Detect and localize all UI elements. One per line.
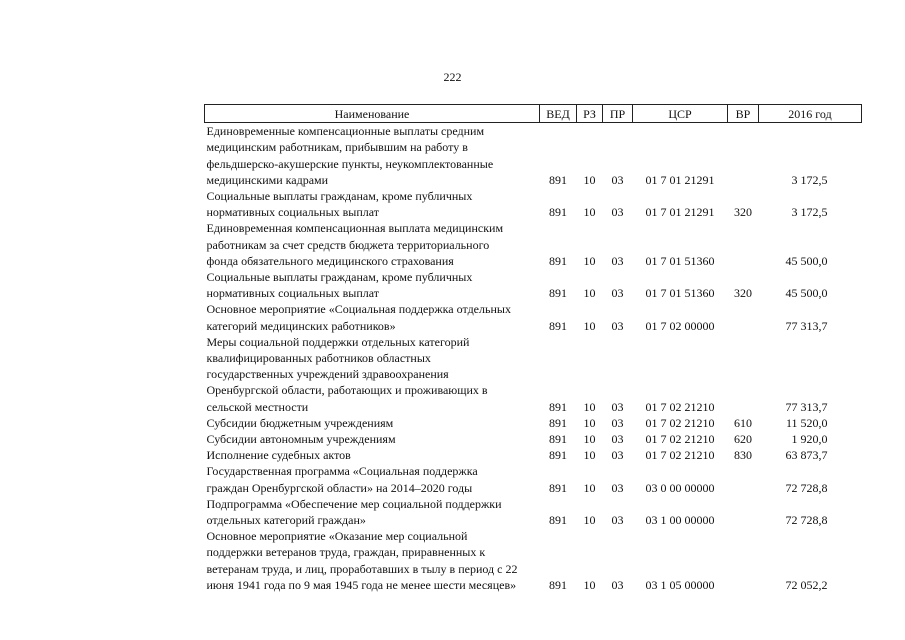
- row-vr: [728, 496, 759, 528]
- row-vr: [728, 123, 759, 188]
- row-name-line: медицинским работникам, прибывшим на работу в: [206, 140, 468, 155]
- row-csr: 01 7 02 21210: [645, 399, 715, 414]
- row-name-line: нормативных социальных выплат: [206, 205, 380, 220]
- row-sum: 11 520,0: [785, 415, 828, 430]
- row-pr: 03: [611, 253, 624, 268]
- row-pr: 03: [611, 318, 624, 333]
- row-name-line: нормативных социальных выплат: [206, 286, 380, 301]
- row-name-line: поддержки ветеранов труда, граждан, приравненных к: [206, 545, 486, 560]
- row-name: [205, 188, 540, 220]
- row-name-line: Социальные выплаты гражданам, кроме публичных: [206, 189, 473, 204]
- row-pr: 03: [611, 286, 624, 301]
- table-row: [205, 463, 862, 495]
- row-pr: 03: [611, 172, 624, 187]
- row-sum: 3 172,5: [791, 172, 828, 187]
- row-sum: 1 920,0: [791, 432, 828, 447]
- table-row: [205, 447, 862, 463]
- row-name-line: отдельных категорий граждан»: [206, 513, 366, 528]
- row-name-line: фонда обязательного медицинского страхования: [206, 253, 454, 268]
- row-name-line: Единовременные компенсационные выплаты средним: [206, 124, 485, 139]
- row-name-line: Социальные выплаты гражданам, кроме публичных: [206, 270, 473, 285]
- row-rz: 10: [583, 415, 596, 430]
- row-ved: 891: [549, 253, 567, 268]
- row-name: [205, 220, 540, 269]
- row-pr: 03: [611, 448, 624, 463]
- table-row: [205, 269, 862, 301]
- row-name-line: Субсидии автономным учреждениям: [206, 432, 396, 447]
- header-year: 2016 год: [759, 105, 862, 123]
- row-pr: 03: [611, 399, 624, 414]
- row-csr: 01 7 02 21210: [645, 432, 715, 447]
- row-csr: 01 7 01 51360: [645, 286, 715, 301]
- row-name-line: Подпрограмма «Обеспечение мер социальной поддержки: [206, 496, 502, 511]
- row-vr: [728, 220, 759, 269]
- row-vr: [728, 334, 759, 415]
- row-name-line: граждан Оренбургской области» на 2014–2020 годы: [206, 480, 473, 495]
- row-name: [205, 415, 540, 431]
- row-pr: 03: [611, 415, 624, 430]
- row-name-line: работникам за счет средств бюджета территориального: [206, 237, 490, 252]
- row-ved: 891: [549, 577, 567, 592]
- row-name: [205, 269, 540, 301]
- row-name-line: Субсидии бюджетным учреждениям: [206, 415, 394, 430]
- row-sum: 3 172,5: [791, 205, 828, 220]
- row-rz: 10: [583, 286, 596, 301]
- row-sum: 45 500,0: [785, 253, 828, 268]
- row-rz: 10: [583, 432, 596, 447]
- header-pr: ПР: [603, 105, 633, 123]
- row-rz: 10: [583, 205, 596, 220]
- row-name: [205, 431, 540, 447]
- row-pr: 03: [611, 480, 624, 495]
- table-row: [205, 220, 862, 269]
- row-name-line: категорий медицинских работников»: [206, 318, 396, 333]
- row-rz: 10: [583, 318, 596, 333]
- row-name-line: медицинскими кадрами: [206, 172, 329, 187]
- row-ved: 891: [549, 513, 567, 528]
- table-row: [205, 431, 862, 447]
- row-sum: 63 873,7: [785, 448, 828, 463]
- table-row: [205, 528, 862, 593]
- row-name-line: государственных учреждений здравоохранения: [206, 367, 449, 382]
- table-header-row: [205, 105, 862, 123]
- row-name: [205, 123, 540, 188]
- row-csr: 01 7 01 51360: [645, 253, 715, 268]
- row-name-line: сельской местности: [206, 399, 309, 414]
- row-ved: 891: [549, 480, 567, 495]
- row-name-line: фельдшерско-акушерские пункты, неукомплектованные: [206, 156, 494, 171]
- row-name-line: Меры социальной поддержки отдельных категорий: [206, 334, 470, 349]
- table-row: [205, 123, 862, 188]
- row-vr: 830: [734, 448, 752, 463]
- row-name-line: Исполнение судебных актов: [206, 448, 351, 463]
- row-rz: 10: [583, 448, 596, 463]
- row-rz: 10: [583, 399, 596, 414]
- row-vr: [728, 528, 759, 593]
- row-vr: 320: [734, 205, 752, 220]
- row-name-line: квалифицированных работников областных: [206, 351, 431, 366]
- row-ved: 891: [549, 172, 567, 187]
- table-row: [205, 301, 862, 333]
- header-name: Наименование: [205, 105, 540, 123]
- row-sum: 72 728,8: [785, 513, 828, 528]
- row-rz: 10: [583, 253, 596, 268]
- row-name-line: ветеранам труда, и лиц, проработавших в тылу в период с 22: [206, 561, 518, 576]
- row-rz: 10: [583, 172, 596, 187]
- table-row: [205, 496, 862, 528]
- header-ved: ВЕД: [540, 105, 577, 123]
- row-name-line: Единовременная компенсационная выплата медицинским: [206, 221, 504, 236]
- row-csr: 03 1 05 00000: [645, 577, 715, 592]
- row-csr: 01 7 02 21210: [645, 448, 715, 463]
- row-name: [205, 496, 540, 528]
- table-row: [205, 334, 862, 415]
- row-csr: 01 7 02 00000: [645, 318, 715, 333]
- row-pr: 03: [611, 577, 624, 592]
- row-sum: 77 313,7: [785, 318, 828, 333]
- row-name: [205, 334, 540, 415]
- row-pr: 03: [611, 205, 624, 220]
- row-pr: 03: [611, 513, 624, 528]
- header-csr: ЦСР: [633, 105, 728, 123]
- row-csr: 01 7 02 21210: [645, 415, 715, 430]
- row-name: [205, 528, 540, 593]
- row-rz: 10: [583, 513, 596, 528]
- row-vr: [728, 301, 759, 333]
- header-rz: РЗ: [577, 105, 603, 123]
- row-rz: 10: [583, 480, 596, 495]
- row-sum: 77 313,7: [785, 399, 828, 414]
- row-name-line: Основное мероприятие «Оказание мер социальной: [206, 529, 468, 544]
- budget-table: [204, 104, 862, 593]
- row-sum: 72 728,8: [785, 480, 828, 495]
- row-sum: 45 500,0: [785, 286, 828, 301]
- page-number: 222: [443, 70, 462, 84]
- row-name-line: Оренбургской области, работающих и проживающих в: [206, 383, 488, 398]
- row-sum: 72 052,2: [785, 577, 828, 592]
- row-ved: 891: [549, 286, 567, 301]
- row-ved: 891: [549, 318, 567, 333]
- row-ved: 891: [549, 415, 567, 430]
- row-vr: 620: [734, 432, 752, 447]
- row-vr: 320: [734, 286, 752, 301]
- row-csr: 03 1 00 00000: [645, 513, 715, 528]
- row-name-line: Основное мероприятие «Социальная поддержка отдельных: [206, 302, 511, 317]
- row-rz: 10: [583, 577, 596, 592]
- row-csr: 03 0 00 00000: [645, 480, 715, 495]
- row-name-line: июня 1941 года по 9 мая 1945 года не менее шести месяцев»: [206, 577, 517, 592]
- row-ved: 891: [549, 432, 567, 447]
- row-name-line: Государственная программа «Социальная поддержка: [206, 464, 478, 479]
- header-vr: ВР: [728, 105, 759, 123]
- table-row: [205, 415, 862, 431]
- row-name: [205, 301, 540, 333]
- row-csr: 01 7 01 21291: [645, 205, 715, 220]
- row-csr: 01 7 01 21291: [645, 172, 715, 187]
- row-ved: 891: [549, 205, 567, 220]
- row-ved: 891: [549, 399, 567, 414]
- table-row: [205, 188, 862, 220]
- row-pr: 03: [611, 432, 624, 447]
- row-name: [205, 463, 540, 495]
- row-vr: 610: [734, 415, 752, 430]
- row-name: [205, 447, 540, 463]
- row-vr: [728, 463, 759, 495]
- row-ved: 891: [549, 448, 567, 463]
